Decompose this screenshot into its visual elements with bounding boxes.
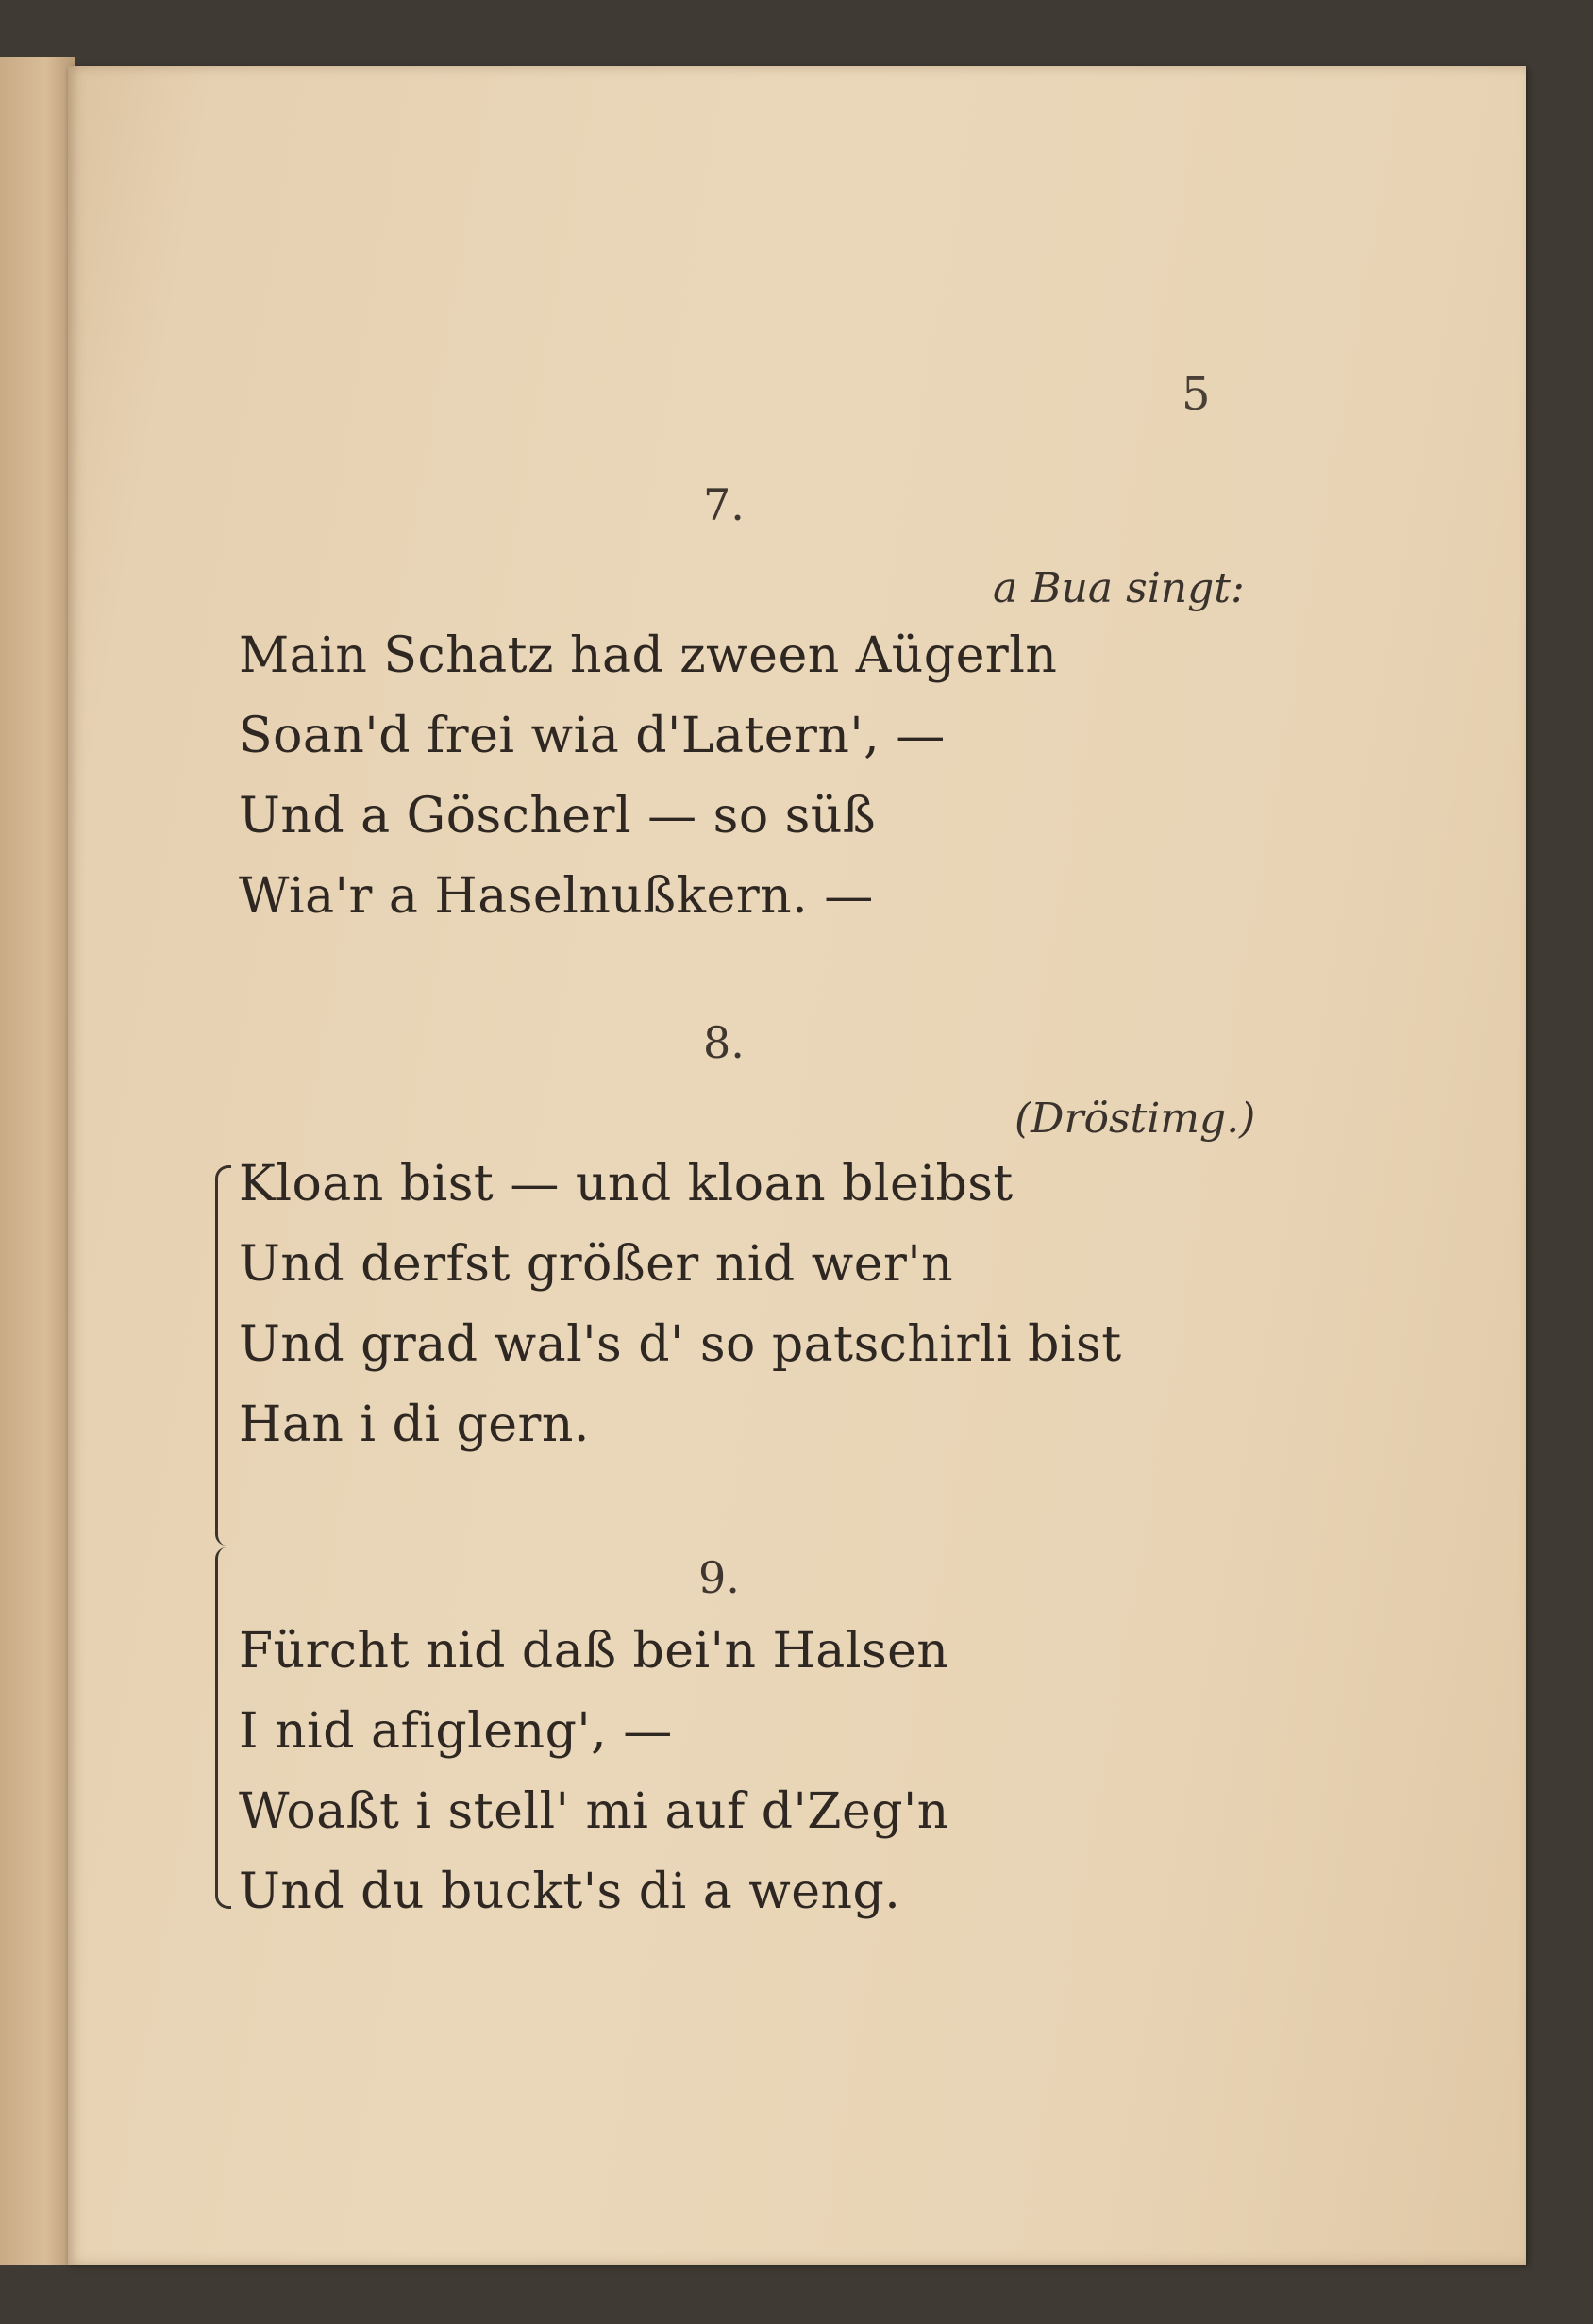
page-number: 5 bbox=[1182, 368, 1211, 421]
verse-line: Main Schatz had zween Aügerln bbox=[239, 627, 1058, 684]
bracket-top bbox=[215, 1165, 231, 1546]
facing-page-edge bbox=[0, 57, 75, 2265]
verse-line: Woaßt i stell' mi auf d'Zeg'n bbox=[239, 1783, 949, 1840]
verse-line: Und a Göscherl — so süß bbox=[239, 788, 877, 844]
section-8-attribution: (Dröstimg.) bbox=[1014, 1095, 1256, 1143]
section-number-8: 8. bbox=[703, 1017, 745, 1068]
verse-line: Han i di gern. bbox=[239, 1396, 590, 1453]
section-number-7: 7. bbox=[703, 479, 745, 530]
verse-line: Und derfst größer nid wer'n bbox=[239, 1236, 954, 1293]
verse-line: Und du buckt's di a weng. bbox=[239, 1864, 901, 1920]
verse-line: I nid afigleng', — bbox=[239, 1703, 673, 1760]
section-number-9: 9. bbox=[698, 1552, 740, 1603]
verse-line: Wia'r a Haselnußkern. — bbox=[239, 868, 874, 925]
verse-line: Kloan bist — und kloan bleibst bbox=[239, 1156, 1014, 1212]
section-7-attribution: a Bua singt: bbox=[993, 564, 1245, 612]
verse-line: Und grad wal's d' so patschirli bist bbox=[239, 1316, 1122, 1373]
bracket-bottom bbox=[215, 1547, 231, 1909]
verse-line: Fürcht nid daß bei'n Halsen bbox=[239, 1623, 949, 1680]
verse-line: Soan'd frei wia d'Latern', — bbox=[239, 708, 946, 764]
